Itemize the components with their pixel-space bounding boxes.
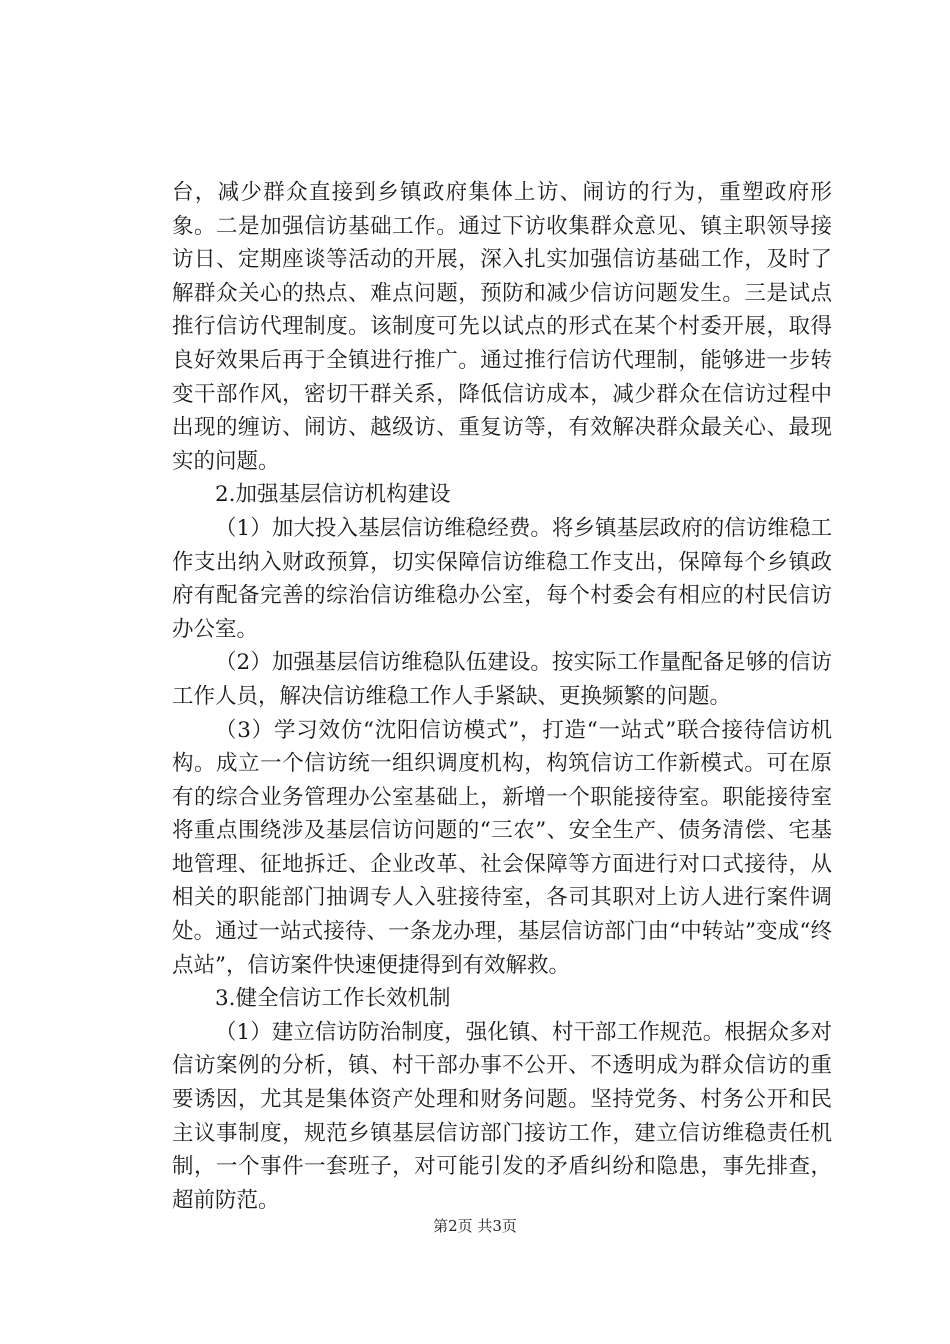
page-footer: 第2页 共3页 [433, 1217, 517, 1235]
paragraph-item-3-1: （1）建立信访防治制度，强化镇、村干部工作规范。根据众多对信访案例的分析，镇、村干部办事不公开、不透明成为群众信访的重要诱因，尤其是集体资产处理和财务问题。坚持党务、村务公开和民主议事制度，规范乡镇基层信访部门接访工作，建立信访维稳责任机制，一个事件一套班子，对可能引发的矛盾纠纷和隐患，事先排查，超前防范。 [172, 1019, 832, 1213]
paragraph-continuation: 台，减少群众直接到乡镇政府集体上访、闹访的行为，重塑政府形象。二是加强信访基础工作。通过下访收集群众意见、镇主职领导接访日、定期座谈等活动的开展，深入扎实加强信访基础工作，及时了解群众关心的热点、难点问题，预防和减少信访问题发生。三是试点推行信访代理制度。该制度可先以试点的形式在某个村委开展，取得良好效果后再于全镇进行推广。通过推行信访代理制，能够进一步转变干部作风，密切干群关系，降低信访成本，减少群众在信访过程中出现的缠访、闹访、越级访、重复访等，有效解决群众最关心、最现实的问题。 [172, 180, 832, 474]
paragraph-item-2-2: （2）加强基层信访维稳队伍建设。按实际工作量配备足够的信访工作人员，解决信访维稳工作人手紧缺、更换频繁的问题。 [172, 650, 832, 709]
section-heading-3: 3.健全信访工作长效机制 [215, 986, 451, 1012]
document-body [172, 176, 832, 1217]
section-heading-2: 2.加强基层信访机构建设 [215, 482, 451, 508]
paragraph-item-2-3: （3）学习效仿“沈阳信访模式”，打造“一站式”联合接待信访机构。成立一个信访统一组织调度机构，构筑信访工作新模式。可在原有的综合业务管理办公室基础上，新增一个职能接待室。职能接待室将重点围绕涉及基层信访问题的“三农”、安全生产、债务清偿、宅基地管理、征地拆迁、企业改革、社会保障等方面进行对口式接待，从相关的职能部门抽调专人入驻接待室，各司其职对上访人进行案件调处。通过一站式接待、一条龙办理，基层信访部门由“中转站”变成“终点站”，信访案件快速便捷得到有效解救。 [172, 717, 832, 978]
paragraph-item-2-1: （1）加大投入基层信访维稳经费。将乡镇基层政府的信访维稳工作支出纳入财政预算，切实保障信访维稳工作支出，保障每个乡镇政府有配备完善的综治信访维稳办公室，每个村委会有相应的村民信访办公室。 [172, 515, 832, 642]
